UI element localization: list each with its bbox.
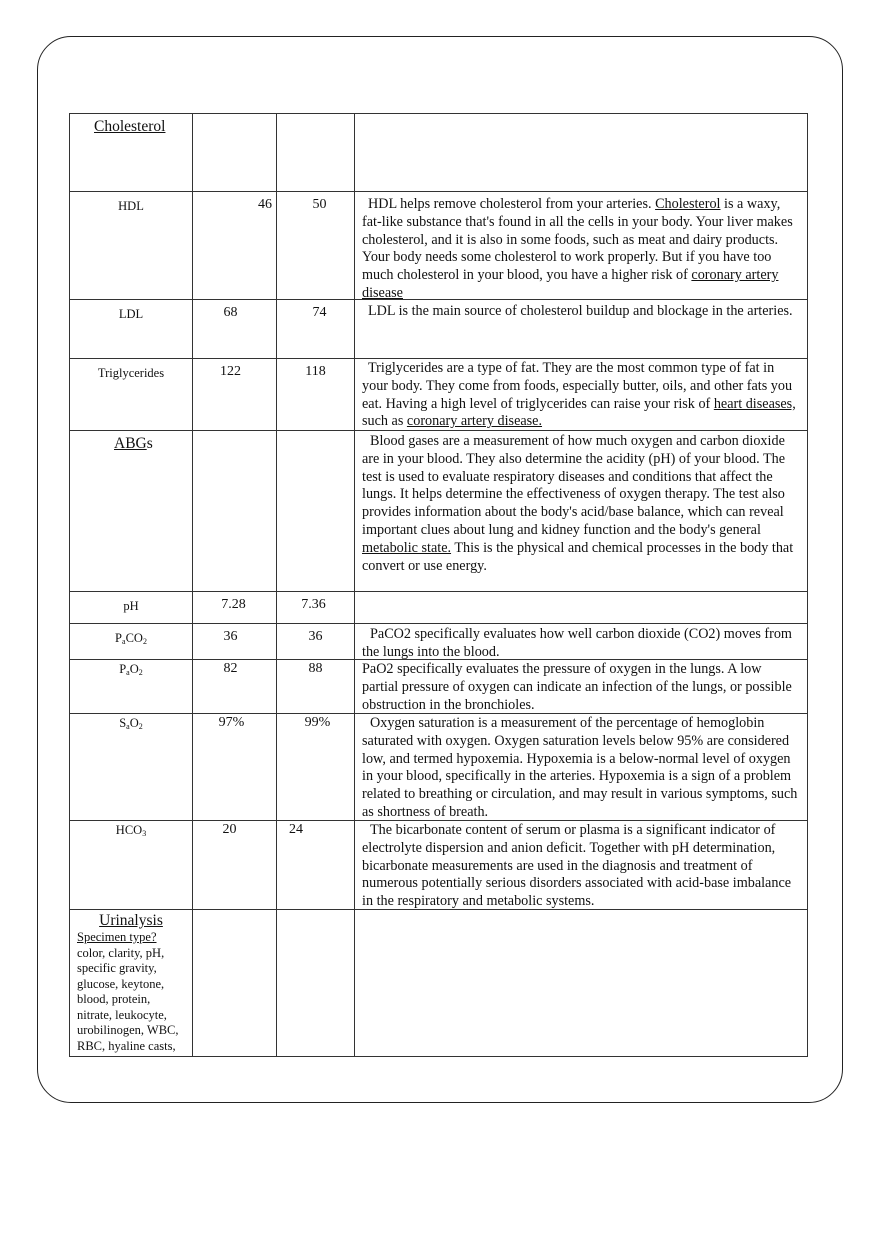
coronary-artery-disease-link[interactable]: coronary artery disease: [362, 267, 779, 299]
ldl-value1: 68: [223, 305, 238, 320]
triglycerides-desc-text-2: such as: [362, 413, 407, 430]
empty-cell: [354, 591, 808, 623]
empty-cell: [354, 113, 808, 191]
triglycerides-value1: 122: [220, 364, 241, 379]
sao2-label-s: S: [119, 716, 127, 730]
triglycerides-value2: 118: [305, 364, 326, 379]
cholesterol-section-label: Cholesterol: [94, 118, 166, 135]
pao2-label-sub2: 2: [138, 668, 143, 677]
metabolic-state-link[interactable]: metabolic state.: [362, 539, 452, 556]
sao2-value1-cell: [192, 713, 276, 820]
urinalysis-specimen-label: Specimen type?: [77, 930, 157, 944]
abgs-desc-text: Blood gases are a measurement of how much oxygen and carbon dioxide are in your blood. They also determine the acidity (pH) of your blood. The test is used to evaluate respiratory diseases and conditions that affect the lungs. It helps determine the effectiveness of oxygen therapy. The test also provides information about the body's acid/base balance, which can reveal important clues about lung and kidney function and the body's general: [362, 433, 786, 538]
paco2-label-p: P: [115, 631, 122, 645]
ldl-label-cell: [69, 299, 192, 358]
urinalysis-section-cell: [69, 909, 192, 1056]
abgs-section-cell: [69, 430, 192, 591]
abgs-label-rest: s: [146, 435, 153, 452]
hdl-description: [355, 192, 808, 299]
ldl-description-cell: [354, 299, 808, 358]
hdl-label: HDL: [118, 199, 144, 213]
pao2-description: PaO2 specifically evaluates the pressure of oxygen in the lungs. A low partial pressure of oxygen can indicate an infection of the lungs, or possible obstruction in the bronchioles.: [362, 661, 792, 713]
paco2-label-cell: [69, 623, 192, 659]
hdl-value1: 46: [258, 197, 272, 212]
hco3-label-sub: 3: [142, 829, 147, 838]
cholesterol-link[interactable]: Cholesterol: [655, 196, 721, 212]
hdl-value2: 50: [312, 197, 327, 212]
abgs-section-label: [70, 431, 192, 453]
pao2-value1: 82: [223, 661, 238, 676]
sao2-label: [70, 714, 192, 731]
hco3-label: [70, 821, 192, 838]
ph-value2-cell: [276, 591, 354, 623]
urinalysis-parameter-list: color, clarity, pH, specific gravity, glucose, keytone, blood, protein, nitrate, leukocyte, urobilinogen, WBC, RBC, hyaline casts,: [77, 945, 179, 1054]
abgs-description-cell: [354, 430, 808, 591]
triglycerides-value2-cell: [276, 358, 354, 430]
sao2-description-cell: [354, 713, 808, 820]
ldl-description: LDL is the main source of cholesterol buildup and blockage in the arteries.: [368, 303, 793, 319]
triglycerides-label-cell: [69, 358, 192, 430]
pao2-description-cell: [354, 659, 808, 713]
paco2-value2: 36: [308, 629, 323, 644]
empty-cell: [276, 113, 354, 191]
paco2-description: PaCO2 specifically evaluates how well carbon dioxide (CO2) moves from the lungs into the blood.: [362, 626, 792, 659]
triglycerides-description: [355, 359, 808, 430]
urinalysis-section-label: Urinalysis: [99, 912, 163, 929]
table-bottom-border: [69, 1056, 808, 1057]
sao2-label-sub: a: [126, 722, 130, 731]
ph-label: pH: [123, 599, 139, 613]
paco2-label: [70, 624, 192, 646]
sao2-label-o: O: [129, 716, 139, 730]
heart-diseases-link[interactable]: heart diseases,: [713, 395, 796, 412]
hdl-value1-cell: [192, 191, 276, 299]
hdl-description-cell: [354, 191, 808, 299]
abgs-label-underlined: ABG: [114, 435, 147, 452]
triglycerides-description-cell: [354, 358, 808, 430]
paco2-value1-cell: [192, 623, 276, 659]
coronary-artery-disease-link-2[interactable]: coronary artery disease.: [406, 413, 543, 430]
hco3-label-hco: HCO: [115, 823, 143, 837]
triglycerides-value1-cell: [192, 358, 276, 430]
pao2-value2: 88: [308, 661, 323, 676]
abgs-description: [355, 431, 808, 575]
ph-value1-cell: [192, 591, 276, 623]
empty-cell: [276, 909, 354, 1056]
sao2-description: Oxygen saturation is a measurement of the percentage of hemoglobin saturated with oxygen. Oxygen saturation levels below 95% are considered low, and termed hypoxemia. Hypoxemia is a below-normal level of oxygen in your blood, specifically in the arteries. Hypoxemia is a sign of a problem related to breathing or circulation, and may result in various symptoms, such as shortness of breath.: [362, 715, 798, 820]
hdl-desc-text-2: is a waxy, fat-like substance that's found in all the cells in your body. Your liver makes cholesterol, and it is also in some foods, such as meat and dairy products. Your body needs some cholesterol to work properly. But if you have too much cholesterol in your blood, you have a higher risk of: [362, 196, 793, 284]
sao2-value2-cell: [276, 713, 354, 820]
ldl-value1-cell: [192, 299, 276, 358]
hco3-label-cell: [69, 820, 192, 909]
empty-cell: [276, 430, 354, 591]
empty-cell: [192, 113, 276, 191]
ldl-value2-cell: [276, 299, 354, 358]
empty-cell: [192, 430, 276, 591]
paco2-label-sub: a: [122, 637, 126, 646]
hco3-description-cell: [354, 820, 808, 909]
pao2-value1-cell: [192, 659, 276, 713]
paco2-label-sub2: 2: [142, 637, 147, 646]
ph-label-cell: [69, 591, 192, 623]
pao2-label: [70, 660, 192, 677]
hco3-value2: 24: [289, 822, 303, 837]
hco3-value1: 20: [222, 822, 237, 837]
empty-cell: [354, 909, 808, 1056]
triglycerides-label: Triglycerides: [97, 366, 165, 380]
empty-cell: [192, 909, 276, 1056]
hco3-description: The bicarbonate content of serum or plasma is a significant indicator of electrolyte dispersion and anion deficit. Together with pH determination, bicarbonate measurements are used in the diagnosis and treatment of numerous potentially serious disorders associated with acid-base imbalance in the respiratory and metabolic systems.: [362, 822, 792, 909]
hdl-label-cell: [69, 191, 192, 299]
table-right-border: [807, 113, 808, 1057]
abgs-desc-text-2: This is the physical and chemical processes in the body that convert or use energy.: [362, 539, 794, 574]
sao2-label-sub2: 2: [138, 722, 143, 731]
pao2-label-o: O: [129, 662, 139, 676]
cholesterol-section-cell: [69, 113, 192, 191]
ldl-value2: 74: [312, 305, 327, 320]
hco3-value1-cell: [192, 820, 276, 909]
ldl-label: LDL: [118, 307, 144, 321]
ph-value1: 7.28: [221, 597, 246, 612]
pao2-value2-cell: [276, 659, 354, 713]
paco2-description-cell: [354, 623, 808, 659]
ph-value2: 7.36: [301, 597, 326, 612]
pao2-label-p: P: [119, 662, 127, 676]
pao2-label-cell: [69, 659, 192, 713]
pao2-label-sub: a: [126, 668, 130, 677]
sao2-value2: 99%: [304, 715, 331, 730]
paco2-value1: 36: [223, 629, 238, 644]
sao2-label-cell: [69, 713, 192, 820]
paco2-label-co: CO: [125, 631, 143, 645]
triglycerides-desc-text: Triglycerides are a type of fat. They are the most common type of fat in your body. They come from foods, especially butter, oils, and other fats you eat. Having a high level of triglycerides can raise your risk of: [362, 360, 793, 412]
hdl-desc-text: HDL helps remove cholesterol from your arteries.: [368, 196, 656, 212]
hco3-value2-cell: [276, 820, 354, 909]
paco2-value2-cell: [276, 623, 354, 659]
sao2-value1: 97%: [218, 715, 245, 730]
hdl-value2-cell: [276, 191, 354, 299]
